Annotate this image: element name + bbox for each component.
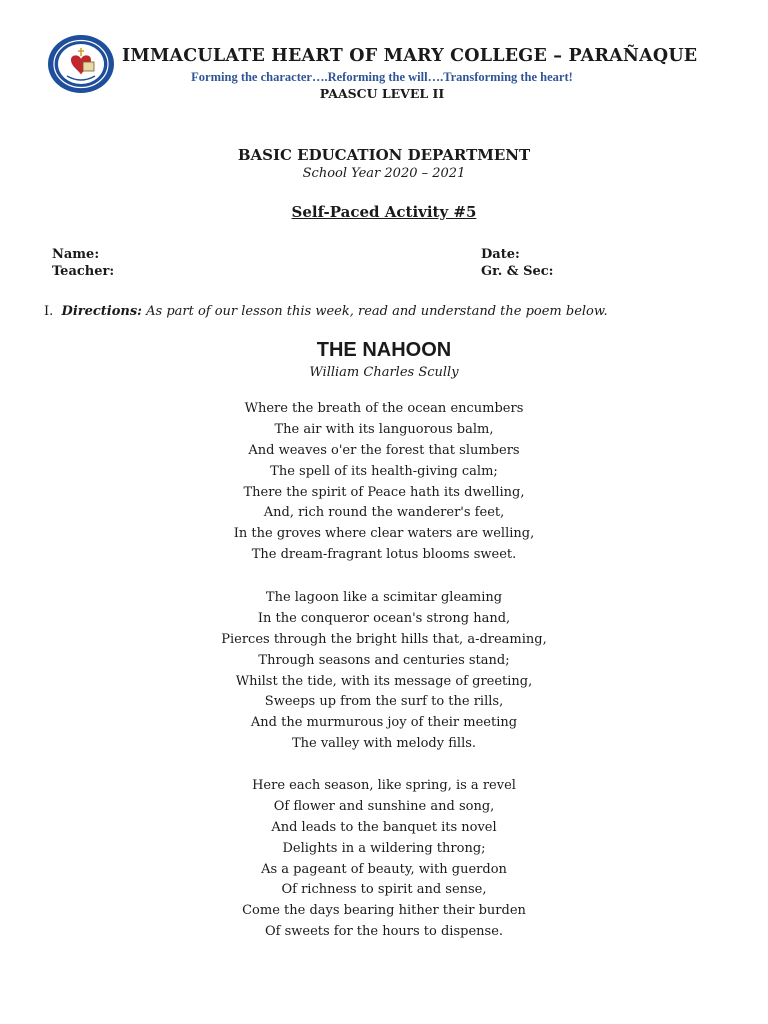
activity-title: Self-Paced Activity #5 <box>291 203 477 221</box>
directions-label: Directions: <box>61 304 142 319</box>
poem-line: In the groves where clear waters are welling, <box>233 526 535 542</box>
poem-line: Of sweets for the hours to dispense. <box>264 924 504 940</box>
school-name: IMMACULATE HEART OF MARY COLLEGE – PARAÑAQUE <box>122 46 698 66</box>
directions-number: I. <box>44 304 54 319</box>
poem-line: The lagoon like a scimitar gleaming <box>265 590 503 605</box>
school-motto: Forming the character….Reforming the will….Transforming the heart! <box>191 70 573 84</box>
directions-text: As part of our lesson this week, read and understand the poem below. <box>146 304 608 319</box>
poem-title: THE NAHOON <box>316 339 452 361</box>
poem-author: William Charles Scully <box>309 365 459 380</box>
name-field-label: Name: <box>52 247 100 262</box>
poem-line: The spell of its health-giving calm; <box>270 463 498 479</box>
poem-line: There the spirit of Peace hath its dwelling, <box>243 484 525 500</box>
poem-line: Of flower and sunshine and song, <box>273 798 495 814</box>
poem-line: Where the breath of the ocean encumbers <box>244 401 524 416</box>
grade-section-field-label: Gr. & Sec: <box>481 264 554 279</box>
poem-line: The valley with melody fills. <box>291 736 477 752</box>
poem-line: And, rich round the wanderer's feet, <box>263 505 505 521</box>
poem-line: And the murmurous joy of their meeting <box>250 715 518 731</box>
school-year: School Year 2020 – 2021 <box>302 166 466 181</box>
poem-line: Of richness to spirit and sense, <box>281 882 487 898</box>
poem-line: Through seasons and centuries stand; <box>258 652 510 668</box>
poem-line: Whilst the tide, with its message of greeting, <box>235 673 533 689</box>
poem-line: The air with its languorous balm, <box>274 421 494 437</box>
teacher-field-label: Teacher: <box>52 264 115 279</box>
poem-line: In the conqueror ocean's strong hand, <box>257 610 511 626</box>
school-seal-icon <box>47 34 115 94</box>
poem-line: As a pageant of beauty, with guerdon <box>261 861 507 877</box>
poem-stanza-2 <box>0 588 768 755</box>
date-field-label: Date: <box>481 247 520 262</box>
poem-stanza-1 <box>0 399 768 566</box>
directions <box>44 304 744 319</box>
poem-line: Delights in a wildering throng; <box>282 840 486 856</box>
poem-line: The dream-fragrant lotus blooms sweet. <box>251 547 517 563</box>
poem-line: And leads to the banquet its novel <box>271 819 497 835</box>
accreditation-level: PAASCU LEVEL II <box>319 86 445 101</box>
poem-line: Here each season, like spring, is a revel <box>252 778 516 793</box>
poem-line: And weaves o'er the forest that slumbers <box>248 442 520 458</box>
poem-line: Sweeps up from the surf to the rills, <box>264 694 504 710</box>
department-name: BASIC EDUCATION DEPARTMENT <box>237 146 531 164</box>
poem-line: Pierces through the bright hills that, a-dreaming, <box>221 631 547 647</box>
poem-stanza-3 <box>0 776 768 943</box>
poem-line: Come the days bearing hither their burden <box>242 903 526 919</box>
